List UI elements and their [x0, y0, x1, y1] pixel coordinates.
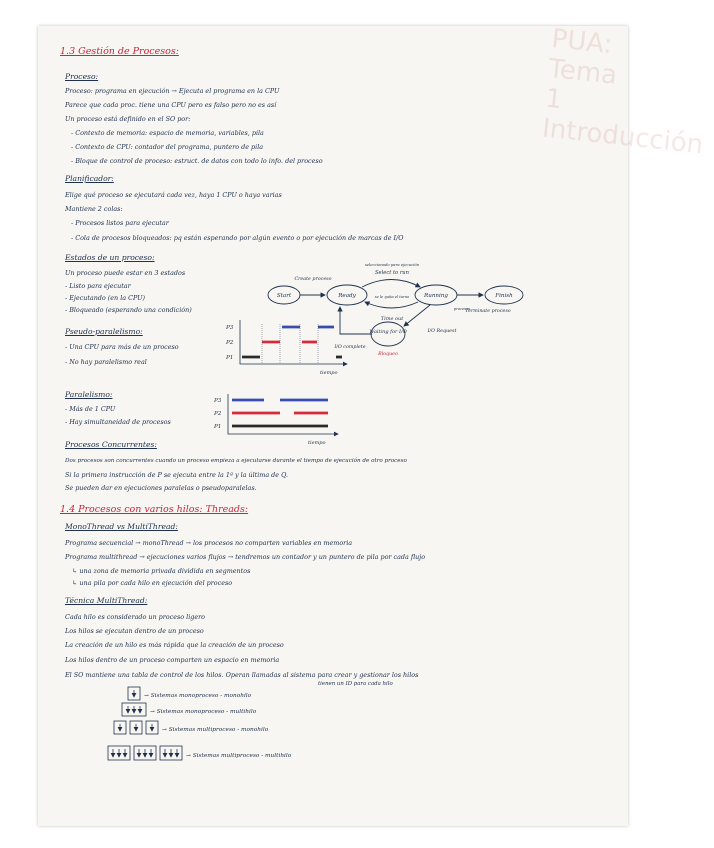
heading-pseudo: Pseudo-paralelismo: [65, 327, 143, 336]
estados-line: - Listo para ejecutar [65, 282, 131, 290]
thread-model-diagram [108, 684, 358, 770]
heading-planificador: Planificador: [65, 174, 114, 183]
parallel-timing-chart [210, 390, 350, 448]
tecnica-line: La creación de un hilo es más rápida que la creación de un proceso [65, 641, 284, 649]
planificador-line: Mantiene 2 colas: [65, 205, 123, 213]
label-mono-mono: → Sistemas monoproceso - monohilo [144, 693, 252, 699]
proceso-line: - Bloque de control de proceso: estruct. de datos con todo lo info. del proceso [71, 157, 323, 165]
proceso-line: - Contexto de memoria: espacio de memoria, variables, pila [71, 129, 264, 137]
mono-multi-line: Programa multithread → ejecuciones varios flujos → tendremos un contador y un puntero de pila por cada flujo [65, 553, 426, 561]
label-multi-mono: → Sistemas multiproceso - monohilo [162, 727, 269, 733]
estados-line: - Ejecutando (en la CPU) [65, 294, 146, 302]
heading-gestion: 1.3 Gestión de Procesos: [60, 46, 179, 57]
proceso-line: Un proceso está definido en el SO por: [65, 115, 191, 123]
heading-proceso: Proceso: [65, 72, 99, 81]
label-finish: Finish [495, 293, 513, 299]
label-io-complete: I/O complete [334, 345, 366, 350]
proceso-line: - Contexto de CPU: contador del programa, puntero de pila [71, 143, 264, 151]
label-io-request: I/O Request [427, 329, 457, 334]
row-label-p1: P1 [226, 355, 234, 361]
estados-line: - Bloqueado (esperando una condición) [65, 306, 192, 314]
planificador-line: - Cola de procesos bloqueados: pq están esperando por algún evento o por ejecución de marcas de I/O [71, 234, 404, 242]
proceso-line: Proceso: programa en ejecución → Ejecuta el programa en la CPU [65, 87, 280, 95]
row-label-p1: P1 [214, 424, 222, 430]
tecnica-line: El SO mantiene una tabla de control de los hilos. Operan llamadas al sistema para crear y gestionar los hilos [65, 671, 419, 679]
mono-multi-line: Programa secuencial → monoThread → los procesos no comparten variables en memoria [65, 539, 353, 547]
tecnica-line: Los hilos se ejecutan dentro de un proceso [65, 627, 204, 635]
paralelismo-line: - Más de 1 CPU [65, 405, 116, 413]
label-start: Start [276, 293, 292, 299]
label-terminate: Terminate proceso [465, 309, 511, 314]
planificador-line: - Procesos listos para ejecutar [71, 219, 169, 227]
label-timeout: Time out [380, 316, 404, 322]
label-multi-multi: → Sistemas multiproceso - multihilo [186, 753, 292, 759]
pseudo-line: - No hay paralelismo real [65, 358, 147, 366]
tecnica-note: tienen un ID para cada hilo [318, 681, 393, 687]
label-select: Select to run [374, 270, 410, 276]
row-label-p3: P3 [226, 325, 234, 331]
heading-hilos: 1.4 Procesos con varios hilos: Threads: [60, 504, 249, 515]
note-bloqueo: Bloqueo [378, 352, 398, 357]
label-ready: Ready [338, 293, 356, 299]
tecnica-line: Los hilos dentro de un proceso comparten un espacio en memoria [65, 656, 280, 664]
pseudo-line: - Una CPU para más de un proceso [65, 343, 179, 351]
proceso-line: Parece que cada proc. tiene una CPU pero es falso pero no es así [65, 101, 277, 109]
label-running: Running [424, 293, 448, 299]
bleed-through-text: PUA: Tema 1 Introducción [540, 23, 705, 161]
mono-multi-line: ↳ una zona de memoria privada dividida en segmentos [72, 567, 251, 575]
label-mono-multi: → Sistemas monoproceso - multihilo [150, 709, 257, 715]
heading-mono-multi: MonoThread vs MultiThread: [65, 522, 178, 531]
concurrentes-line: Se pueden dar en ejecuciones paralelas o pseudoparalelas. [65, 484, 257, 492]
concurrentes-line: Si la primera instrucción de P se ejecuta entre la 1ª y la última de Q. [65, 471, 289, 479]
axis-label-tiempo: tiempo [320, 370, 338, 376]
label-waiting: Waiting for I/O [369, 329, 407, 335]
heading-concurrentes: Procesos Concurrentes: [65, 440, 157, 449]
axis-label-tiempo: tiempo [308, 440, 326, 446]
heading-tecnica: Técnica MultiThread: [65, 596, 148, 605]
tecnica-line: Cada hilo es considerado un proceso ligero [65, 613, 206, 621]
row-label-p2: P2 [214, 411, 222, 417]
paralelismo-line: - Hay simultaneidad de procesos [65, 418, 171, 426]
concurrentes-line: Dos procesos son concurrentes cuando un proceso empieza a ejecutarse durante el tiempo de ejecución de otro proceso [65, 458, 407, 464]
note-select: seleccionado para ejecución [364, 262, 420, 267]
heading-estados: Estados de un proceso: [65, 253, 155, 262]
estados-line: Un proceso puede estar en 3 estados [65, 269, 186, 277]
row-label-p2: P2 [226, 340, 234, 346]
mono-multi-line: ↳ una pila por cada hilo en ejecución del proceso [72, 579, 233, 587]
pseudo-timing-chart [222, 316, 362, 378]
note-blocked: procesos [453, 307, 471, 311]
heading-paralelismo: Paralelismo: [65, 390, 113, 399]
note-preempt: se le quita el turno [374, 295, 410, 299]
label-create: Create proceso [294, 277, 332, 282]
row-label-p3: P3 [214, 398, 222, 404]
planificador-line: Elige qué proceso se ejecutará cada vez, haya 1 CPU o haya varias [65, 191, 282, 199]
